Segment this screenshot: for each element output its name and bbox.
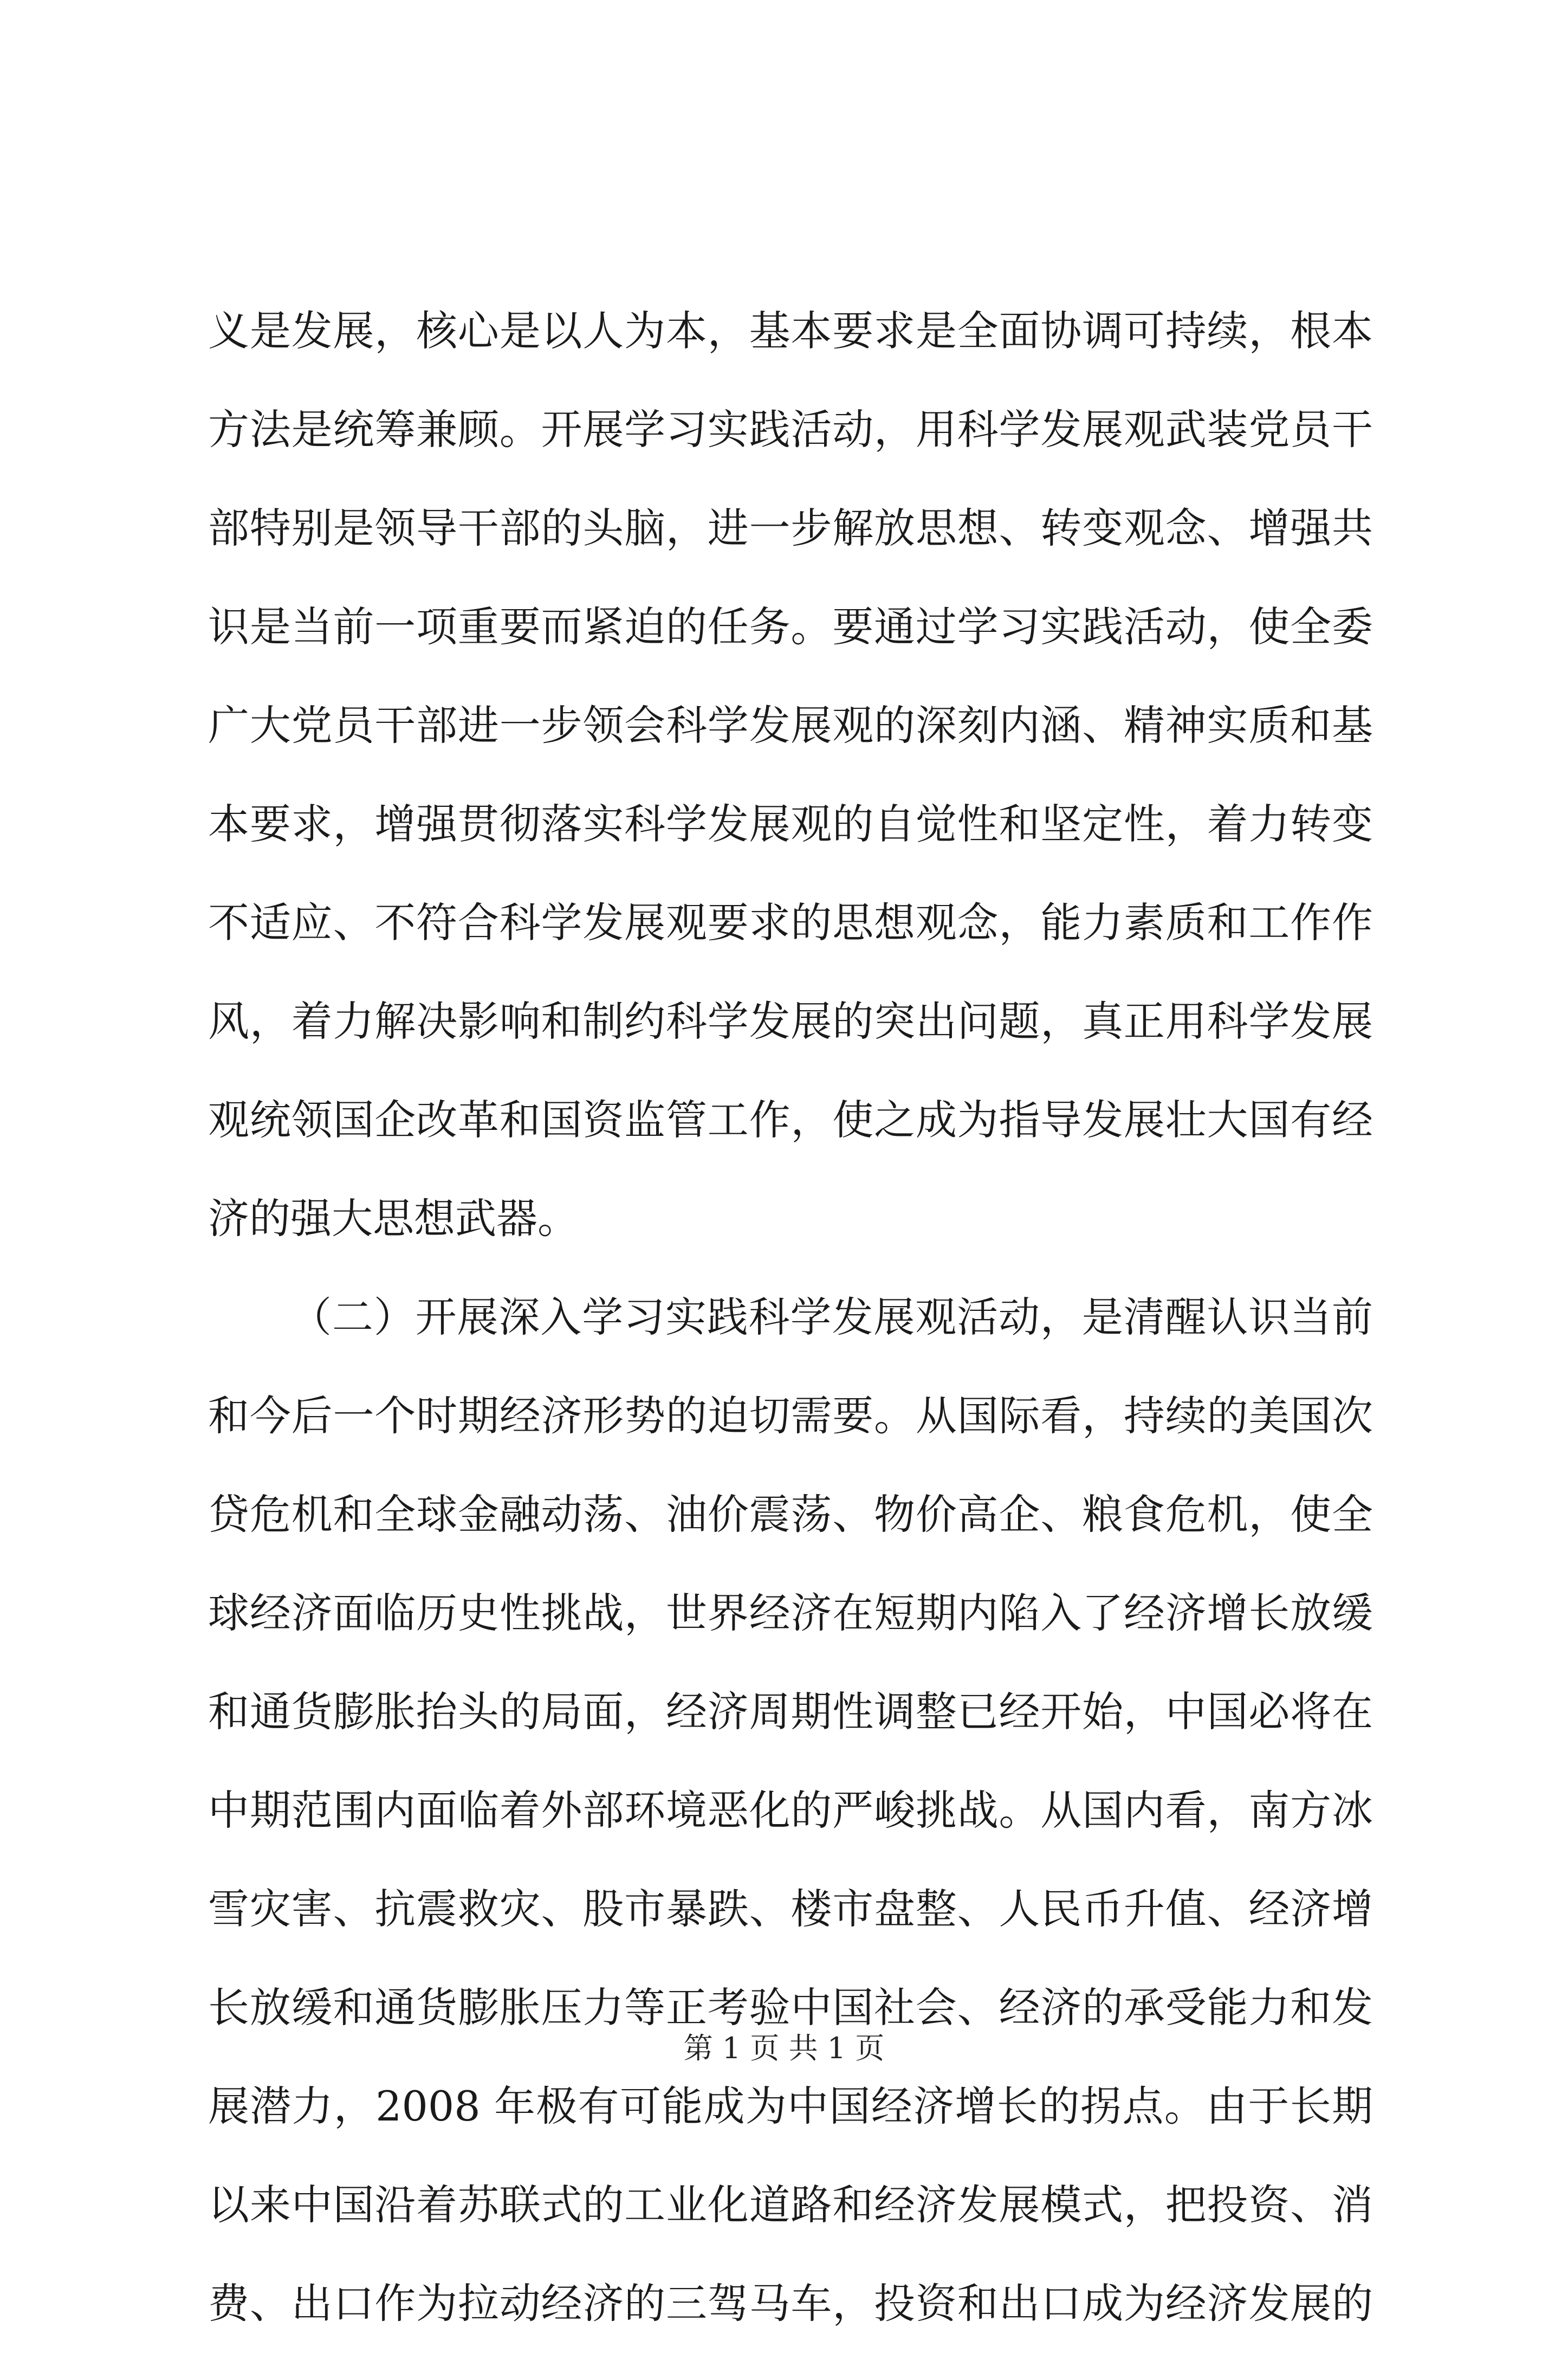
text-line: 球经济面临历史性挑战，世界经济在短期内陷入了经济增长放缓 (208, 1589, 1373, 1637)
text-line: 以来中国沿着苏联式的工业化道路和经济发展模式，把投资、消 (208, 2181, 1373, 2229)
text-line: 识是当前一项重要而紧迫的任务。要通过学习实践活动，使全委 (208, 603, 1373, 651)
text-line: 中期范围内面临着外部环境恶化的严峻挑战。从国内看，南方冰 (208, 1786, 1373, 1834)
text-line: 和通货膨胀抬头的局面，经济周期性调整已经开始，中国必将在 (208, 1688, 1373, 1736)
text-line: 方法是统筹兼顾。开展学习实践活动，用科学发展观武装党员干 (208, 405, 1373, 454)
text-line: 展潜力，2008 年极有可能成为中国经济增长的拐点。由于长期 (208, 2082, 1373, 2130)
page-number-footer: 第 1 页 共 1 页 (683, 2031, 885, 2065)
text-line: 广大党员干部进一步领会科学发展观的深刻内涵、精神实质和基 (208, 701, 1373, 749)
paragraph-1 (208, 282, 1373, 1268)
text-line: 贷危机和全球金融动荡、油价震荡、物价高企、粮食危机，使全 (208, 1490, 1373, 1538)
text-line: 和今后一个时期经济形势的迫切需要。从国际看，持续的美国次 (208, 1392, 1373, 1440)
text-line: 义是发展，核心是以人为本，基本要求是全面协调可持续，根本 (208, 307, 1373, 355)
text-line: 风，着力解决影响和制约科学发展的突出问题，真正用科学发展 (208, 997, 1373, 1045)
text-line: 不适应、不符合科学发展观要求的思想观念，能力素质和工作作 (208, 898, 1373, 947)
text-line: 费、出口作为拉动经济的三驾马车，投资和出口成为经济发展的 (208, 2279, 1373, 2328)
text-line: （二）开展深入学习实践科学发展观活动，是清醒认识当前 (290, 1293, 1373, 1341)
text-line: 本要求，增强贯彻落实科学发展观的自觉性和坚定性，着力转变 (208, 800, 1373, 848)
text-line: 济的强大思想武器。 (208, 1194, 579, 1243)
paragraph-2 (208, 1268, 1373, 2353)
text-line: 长放缓和通货膨胀压力等正考验中国社会、经济的承受能力和发 (208, 1983, 1373, 2032)
text-line: 雪灾害、抗震救灾、股市暴跌、楼市盘整、人民币升值、经济增 (208, 1885, 1373, 1933)
text-line: 观统领国企改革和国资监管工作，使之成为指导发展壮大国有经 (208, 1096, 1373, 1144)
text-line: 部特别是领导干部的头脑，进一步解放思想、转变观念、增强共 (208, 504, 1373, 552)
